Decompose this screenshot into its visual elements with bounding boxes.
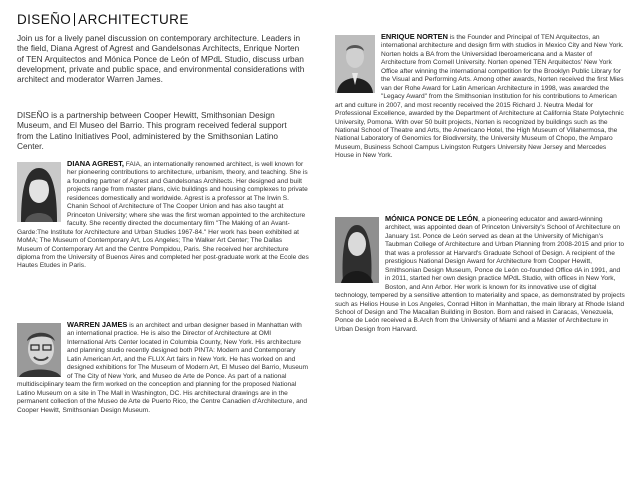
- title-diseno: DISEÑO: [17, 12, 72, 27]
- bio-warren-james: [17, 321, 309, 415]
- bio-monica-ponce-de-leon: [335, 215, 625, 334]
- bio-enrique-norten: [335, 33, 625, 161]
- intro-paragraph: Join us for a lively panel discussion on contemporary architecture. Leaders in the field, Diana Agrest of Agrest and Gandelsonas Architects, Enrique Norten of TEN Arquitectos and Mónica Ponce de León of MPdL Studio, discuss urban development, private and public space, and environmental considerations with architect and moderator Warren James.: [17, 33, 305, 85]
- bio-diana-agrest: [17, 160, 309, 271]
- photo-monica-ponce-de-leon: [335, 217, 379, 283]
- photo-enrique-norten: [335, 35, 375, 93]
- bio-text-james: is an architect and urban designer based in Manhattan with an international practice. He is also the Director of Architecture at OMI International Arts Center located in Columbia County, New York. His architecture and planning studio recently designed both PINTA: Modern and Contemporary Latin American Art, and the FLUX Art fairs in New York. He has worked on and designed exhibitions for The Museum of Modern Art, El Museo del Barrio, Museum of The City of New York, and Museo de Arte de Ponce. As part of a national multidisciplinary team the firm worked on the conception and planning for the proposed National Latino Museum on a site in The Mall in Washington, DC. His architectural drawings are in the permanent collection of the Museo de Arte de Puerto Rico, the Centre Canadien d'Architecture, and Cooper Hewitt, Smithsonian Design Museum.: [17, 322, 309, 414]
- bio-name-ponce-de-leon: MÓNICA PONCE DE LEÓN: [385, 214, 478, 223]
- bio-name-james: WARREN JAMES: [67, 320, 128, 329]
- title-divider: [74, 13, 75, 26]
- page-title: [17, 12, 189, 27]
- photo-diana-agrest: [17, 162, 61, 222]
- bio-name-agrest: DIANA AGREST,: [67, 159, 124, 168]
- title-architecture: ARCHITECTURE: [78, 12, 189, 27]
- bio-text-norten: is the Founder and Principal of TEN Arquitectos, an international architecture and design firm with studios in Mexico City and New York. Norten holds a BA from the Universidad Iberoamericana and a Master of Architecture from Cornell University. Norten opened TEN Arquitectos' New York Office after winning the international competition for the Brooklyn Public Library for the Visual and Performing Arts. Among other awards, Norten received the first Mies van der Rohe Award for Latin American Architecture in 1998, was awarded the "Legacy Award" from the Smithsonian Institution for his contributions to American art and culture in 2007, and most recently received the 2015 Richard J. Neutra Medal for Professional Excellence, awarded by the Department of Architecture at California State Polytechnic University, Pomona. With over 50 built projects, Norten is recognized by buildings such as the National School of Theatre and Arts, the Americano Hotel, the High Museum of Villahermosa, the National Laboratory of Genomics for Biodiversity, the University Museum of Chopo, the Amparo Museum, Business School Campus Livingston Rutgers University New Jersey and Mercedes House in New York.: [335, 34, 624, 160]
- bio-name-norten: ENRIQUE NORTEN: [381, 32, 448, 41]
- photo-warren-james: [17, 323, 61, 377]
- bio-text-agrest: FAIA, an internationally renowned architect, is well known for her pioneering contributions to architecture, urbanism, theory, and teaching. She is a founding partner of Agrest and Gandelsonas Architects. Her designed and built projects range from master plans, civic buildings and housing complexes to private residences domestically and worldwide. Agrest is a professor at The Irwin S. Chanin School of Architecture of The Cooper Union and has also taught at Princeton University; where she was the first woman appointed to the architecture faculty. She recently directed the documentary film "The Making of an Avant-Garde:The Institute for Architecture and Urban Studies 1967-84." Her work has been exhibited at MoMA; The Museum of Contemporary Art, Los Angeles; The Walker Art Center; The Dallas Museum of Contemporary Art and the Centre Pompidou, Paris. She received her architecture diploma from the University of Buenos Aires and completed her post-graduate work at the Ecole des Hautes Etudes in Paris.: [17, 161, 309, 270]
- bio-text-ponce-de-leon: , a pioneering educator and award-winning architect, was appointed dean of Princeton University's School of Architecture on January 1st. Ponce de León served as dean at the University of Michigan's Taubman College of Architecture and Urban Planning from 2008-2015 and prior to that was a professor at Harvard's Graduate School of Design. A recipient of the prestigious National Design Award for Architecture from Cooper Hewitt, Smithsonian Design Museum, Ponce de León co-founded Office dA in 1991, and in 2011, started her own design practice MPdL Studio, with offices in New York, Boston, and Ann Arbor. Her work is known for its innovative use of digital technology, tempered by a sensitive attention to materiality and space, as demonstrated by projects such as Helios House in Los Angeles, Conrad Hilton in Manhattan, the main library at Rhode Island School of Design and The Macallan Building in Boston. Born and raised in Caracas, Venezuela, Ponce de León received a B.Arch from the University of Miami and a Master of Architecture in Urban Design from Harvard.: [335, 216, 625, 333]
- partnership-paragraph: DISEÑO is a partnership between Cooper Hewitt, Smithsonian Design Museum, and El Museo del Barrio. This program received federal support from the Latino Initiatives Pool, administered by the Smithsonian Latino Center.: [17, 110, 287, 151]
